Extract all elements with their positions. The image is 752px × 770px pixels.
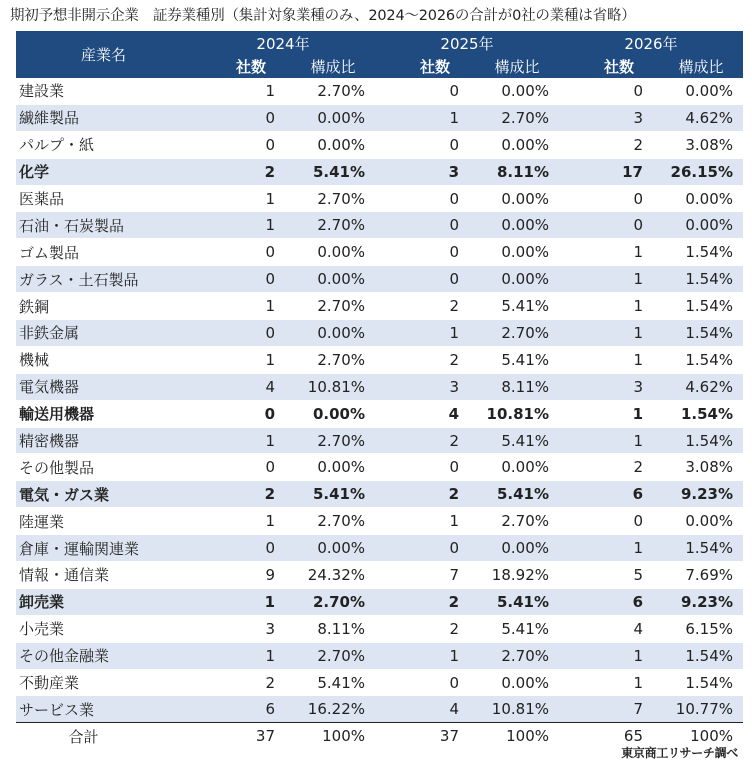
share-2024-cell: 24.32% xyxy=(281,562,375,589)
share-2024-cell: 0.00% xyxy=(281,266,375,293)
share-2026-cell: 0.00% xyxy=(649,78,743,104)
company-count-2026-cell: 1 xyxy=(559,239,649,266)
table-row xyxy=(16,212,743,239)
company-count-2026-cell: 1 xyxy=(559,400,649,427)
share-2025-cell: 8.11% xyxy=(465,373,559,400)
share-2024-cell: 2.70% xyxy=(281,427,375,454)
share-2024-cell: 0.00% xyxy=(281,239,375,266)
table-row xyxy=(16,158,743,185)
share-2026-cell: 1.54% xyxy=(649,669,743,696)
share-2025-cell: 5.41% xyxy=(465,427,559,454)
company-count-2025-cell: 0 xyxy=(375,131,465,158)
company-count-2024-cell: 1 xyxy=(191,642,281,669)
company-count-2025-cell: 1 xyxy=(375,508,465,535)
company-count-2025-cell: 3 xyxy=(375,158,465,185)
company-count-2024-cell: 1 xyxy=(191,212,281,239)
company-count-2025-cell: 2 xyxy=(375,588,465,615)
company-count-2024-cell: 0 xyxy=(191,266,281,293)
table-row xyxy=(16,104,743,131)
industry-name-cell: ゴム製品 xyxy=(16,239,191,266)
source-note: 東京商工リサーチ調べ xyxy=(621,746,738,760)
company-count-2025-cell: 2 xyxy=(375,427,465,454)
company-count-2026-cell: 1 xyxy=(559,266,649,293)
share-2026-cell: 10.77% xyxy=(649,696,743,723)
share-2025-cell: 0.00% xyxy=(465,212,559,239)
company-count-2026-cell: 4 xyxy=(559,615,649,642)
table-row xyxy=(16,373,743,400)
share-2025-cell: 2.70% xyxy=(465,508,559,535)
header-share: 構成比 xyxy=(281,55,375,78)
table-row xyxy=(16,642,743,669)
industry-name-cell: サービス業 xyxy=(16,696,191,723)
share-2024-cell: 2.70% xyxy=(281,508,375,535)
share-2025-cell: 2.70% xyxy=(465,104,559,131)
total-count-2026: 65 xyxy=(559,723,649,750)
company-count-2024-cell: 6 xyxy=(191,696,281,723)
share-2024-cell: 2.70% xyxy=(281,642,375,669)
company-count-2026-cell: 2 xyxy=(559,454,649,481)
share-2024-cell: 2.70% xyxy=(281,185,375,212)
company-count-2024-cell: 3 xyxy=(191,615,281,642)
company-count-2026-cell: 0 xyxy=(559,508,649,535)
company-count-2026-cell: 1 xyxy=(559,346,649,373)
table-row xyxy=(16,669,743,696)
industry-name-cell: 医薬品 xyxy=(16,185,191,212)
company-count-2024-cell: 1 xyxy=(191,346,281,373)
share-2024-cell: 0.00% xyxy=(281,400,375,427)
header-share: 構成比 xyxy=(649,55,743,78)
share-2025-cell: 0.00% xyxy=(465,239,559,266)
share-2024-cell: 10.81% xyxy=(281,373,375,400)
table-row xyxy=(16,588,743,615)
table-row xyxy=(16,266,743,293)
table-row xyxy=(16,320,743,347)
header-count: 社数 xyxy=(375,55,465,78)
table-row xyxy=(16,562,743,589)
industry-name-cell: その他金融業 xyxy=(16,642,191,669)
share-2024-cell: 8.11% xyxy=(281,615,375,642)
company-count-2024-cell: 2 xyxy=(191,158,281,185)
share-2026-cell: 3.08% xyxy=(649,131,743,158)
company-count-2025-cell: 2 xyxy=(375,293,465,320)
company-count-2025-cell: 4 xyxy=(375,400,465,427)
industry-name-cell: 石油・石炭製品 xyxy=(16,212,191,239)
company-count-2026-cell: 5 xyxy=(559,562,649,589)
company-count-2025-cell: 0 xyxy=(375,185,465,212)
share-2025-cell: 10.81% xyxy=(465,696,559,723)
company-count-2024-cell: 1 xyxy=(191,588,281,615)
share-2024-cell: 0.00% xyxy=(281,320,375,347)
table-row xyxy=(16,696,743,723)
company-count-2024-cell: 1 xyxy=(191,185,281,212)
industry-name-cell: 陸運業 xyxy=(16,508,191,535)
company-count-2025-cell: 2 xyxy=(375,615,465,642)
table-row xyxy=(16,185,743,212)
company-count-2026-cell: 6 xyxy=(559,588,649,615)
table-row xyxy=(16,535,743,562)
industry-name-cell: 機械 xyxy=(16,346,191,373)
total-count-2025: 37 xyxy=(375,723,465,750)
share-2024-cell: 2.70% xyxy=(281,588,375,615)
table-row xyxy=(16,131,743,158)
header-year-2026: 2026年 xyxy=(559,31,743,55)
share-2026-cell: 26.15% xyxy=(649,158,743,185)
share-2024-cell: 5.41% xyxy=(281,669,375,696)
table-row xyxy=(16,293,743,320)
company-count-2025-cell: 7 xyxy=(375,562,465,589)
share-2024-cell: 0.00% xyxy=(281,104,375,131)
company-count-2025-cell: 1 xyxy=(375,320,465,347)
industry-name-cell: 輸送用機器 xyxy=(16,400,191,427)
industry-name-cell: 小売業 xyxy=(16,615,191,642)
table-row xyxy=(16,508,743,535)
company-count-2024-cell: 0 xyxy=(191,320,281,347)
share-2024-cell: 0.00% xyxy=(281,131,375,158)
company-count-2025-cell: 0 xyxy=(375,535,465,562)
table-row xyxy=(16,400,743,427)
share-2026-cell: 0.00% xyxy=(649,508,743,535)
industry-name-cell: 鉄鋼 xyxy=(16,293,191,320)
share-2025-cell: 5.41% xyxy=(465,615,559,642)
share-2026-cell: 6.15% xyxy=(649,615,743,642)
share-2025-cell: 5.41% xyxy=(465,293,559,320)
header-count: 社数 xyxy=(559,55,649,78)
share-2024-cell: 2.70% xyxy=(281,346,375,373)
industry-name-cell: 非鉄金属 xyxy=(16,320,191,347)
company-count-2025-cell: 2 xyxy=(375,346,465,373)
company-count-2026-cell: 2 xyxy=(559,131,649,158)
company-count-2024-cell: 0 xyxy=(191,131,281,158)
industry-name-cell: 化学 xyxy=(16,158,191,185)
share-2026-cell: 1.54% xyxy=(649,266,743,293)
header-count: 社数 xyxy=(191,55,281,78)
industry-name-cell: 電気・ガス業 xyxy=(16,481,191,508)
company-count-2024-cell: 1 xyxy=(191,78,281,104)
company-count-2025-cell: 0 xyxy=(375,266,465,293)
company-count-2024-cell: 9 xyxy=(191,562,281,589)
company-count-2026-cell: 1 xyxy=(559,535,649,562)
company-count-2024-cell: 0 xyxy=(191,535,281,562)
share-2026-cell: 0.00% xyxy=(649,185,743,212)
industry-name-cell: 倉庫・運輸関連業 xyxy=(16,535,191,562)
company-count-2026-cell: 3 xyxy=(559,373,649,400)
company-count-2024-cell: 1 xyxy=(191,508,281,535)
company-count-2026-cell: 3 xyxy=(559,104,649,131)
share-2026-cell: 0.00% xyxy=(649,212,743,239)
company-count-2026-cell: 17 xyxy=(559,158,649,185)
table-row xyxy=(16,481,743,508)
company-count-2025-cell: 4 xyxy=(375,696,465,723)
share-2025-cell: 0.00% xyxy=(465,266,559,293)
company-count-2024-cell: 1 xyxy=(191,293,281,320)
share-2025-cell: 18.92% xyxy=(465,562,559,589)
header-year-2025: 2025年 xyxy=(375,31,559,55)
company-count-2026-cell: 6 xyxy=(559,481,649,508)
share-2026-cell: 1.54% xyxy=(649,293,743,320)
share-2026-cell: 9.23% xyxy=(649,481,743,508)
share-2025-cell: 8.11% xyxy=(465,158,559,185)
header-share: 構成比 xyxy=(465,55,559,78)
share-2026-cell: 1.54% xyxy=(649,346,743,373)
company-count-2025-cell: 0 xyxy=(375,454,465,481)
share-2026-cell: 4.62% xyxy=(649,104,743,131)
company-count-2026-cell: 0 xyxy=(559,78,649,104)
company-count-2024-cell: 2 xyxy=(191,669,281,696)
share-2025-cell: 5.41% xyxy=(465,481,559,508)
share-2024-cell: 5.41% xyxy=(281,158,375,185)
table-row xyxy=(16,615,743,642)
industry-name-cell: 電気機器 xyxy=(16,373,191,400)
industry-name-cell: 精密機器 xyxy=(16,427,191,454)
share-2024-cell: 2.70% xyxy=(281,293,375,320)
share-2024-cell: 5.41% xyxy=(281,481,375,508)
table-row xyxy=(16,78,743,104)
company-count-2026-cell: 0 xyxy=(559,212,649,239)
table-body xyxy=(16,78,743,723)
company-count-2025-cell: 2 xyxy=(375,481,465,508)
share-2024-cell: 0.00% xyxy=(281,535,375,562)
company-count-2025-cell: 0 xyxy=(375,669,465,696)
company-count-2024-cell: 1 xyxy=(191,427,281,454)
total-share-2024: 100% xyxy=(281,723,375,750)
company-count-2026-cell: 0 xyxy=(559,185,649,212)
company-count-2024-cell: 2 xyxy=(191,481,281,508)
share-2026-cell: 1.54% xyxy=(649,320,743,347)
industry-name-cell: 建設業 xyxy=(16,78,191,104)
share-2024-cell: 2.70% xyxy=(281,78,375,104)
company-count-2025-cell: 0 xyxy=(375,212,465,239)
company-count-2026-cell: 1 xyxy=(559,427,649,454)
share-2026-cell: 9.23% xyxy=(649,588,743,615)
share-2024-cell: 16.22% xyxy=(281,696,375,723)
company-count-2024-cell: 0 xyxy=(191,239,281,266)
header-year-2024: 2024年 xyxy=(191,31,375,55)
share-2025-cell: 10.81% xyxy=(465,400,559,427)
share-2025-cell: 0.00% xyxy=(465,535,559,562)
total-share-2026: 100% xyxy=(649,723,743,750)
share-2025-cell: 0.00% xyxy=(465,185,559,212)
company-count-2026-cell: 1 xyxy=(559,669,649,696)
table-row xyxy=(16,239,743,266)
share-2024-cell: 2.70% xyxy=(281,212,375,239)
share-2025-cell: 2.70% xyxy=(465,320,559,347)
share-2025-cell: 0.00% xyxy=(465,454,559,481)
company-count-2024-cell: 0 xyxy=(191,400,281,427)
company-count-2026-cell: 1 xyxy=(559,642,649,669)
industry-name-cell: ガラス・土石製品 xyxy=(16,266,191,293)
share-2026-cell: 3.08% xyxy=(649,454,743,481)
industry-name-cell: 情報・通信業 xyxy=(16,562,191,589)
total-label: 合計 xyxy=(16,723,191,750)
company-count-2025-cell: 0 xyxy=(375,78,465,104)
table-row xyxy=(16,346,743,373)
company-count-2025-cell: 3 xyxy=(375,373,465,400)
company-count-2024-cell: 0 xyxy=(191,454,281,481)
share-2026-cell: 1.54% xyxy=(649,642,743,669)
share-2026-cell: 1.54% xyxy=(649,239,743,266)
company-count-2024-cell: 4 xyxy=(191,373,281,400)
header-industry: 産業名 xyxy=(16,31,191,78)
table-row xyxy=(16,454,743,481)
share-2025-cell: 2.70% xyxy=(465,642,559,669)
share-2025-cell: 0.00% xyxy=(465,78,559,104)
table-title: 期初予想非開示企業 証券業種別（集計対象業種のみ、2024～2026の合計が0社の業種は省略） xyxy=(10,8,636,24)
company-count-2026-cell: 1 xyxy=(559,320,649,347)
company-count-2025-cell: 1 xyxy=(375,642,465,669)
total-share-2025: 100% xyxy=(465,723,559,750)
company-count-2024-cell: 0 xyxy=(191,104,281,131)
share-2026-cell: 7.69% xyxy=(649,562,743,589)
industry-name-cell: その他製品 xyxy=(16,454,191,481)
share-2025-cell: 5.41% xyxy=(465,588,559,615)
company-count-2026-cell: 1 xyxy=(559,293,649,320)
industry-name-cell: 卸売業 xyxy=(16,588,191,615)
company-count-2026-cell: 7 xyxy=(559,696,649,723)
table-row xyxy=(16,427,743,454)
share-2026-cell: 4.62% xyxy=(649,373,743,400)
total-count-2024: 37 xyxy=(191,723,281,750)
industry-table xyxy=(16,31,743,749)
industry-name-cell: 不動産業 xyxy=(16,669,191,696)
share-2024-cell: 0.00% xyxy=(281,454,375,481)
share-2026-cell: 1.54% xyxy=(649,427,743,454)
share-2025-cell: 5.41% xyxy=(465,346,559,373)
share-2026-cell: 1.54% xyxy=(649,535,743,562)
company-count-2025-cell: 0 xyxy=(375,239,465,266)
company-count-2025-cell: 1 xyxy=(375,104,465,131)
industry-name-cell: 繊維製品 xyxy=(16,104,191,131)
share-2026-cell: 1.54% xyxy=(649,400,743,427)
share-2025-cell: 0.00% xyxy=(465,131,559,158)
industry-name-cell: パルプ・紙 xyxy=(16,131,191,158)
share-2025-cell: 0.00% xyxy=(465,669,559,696)
